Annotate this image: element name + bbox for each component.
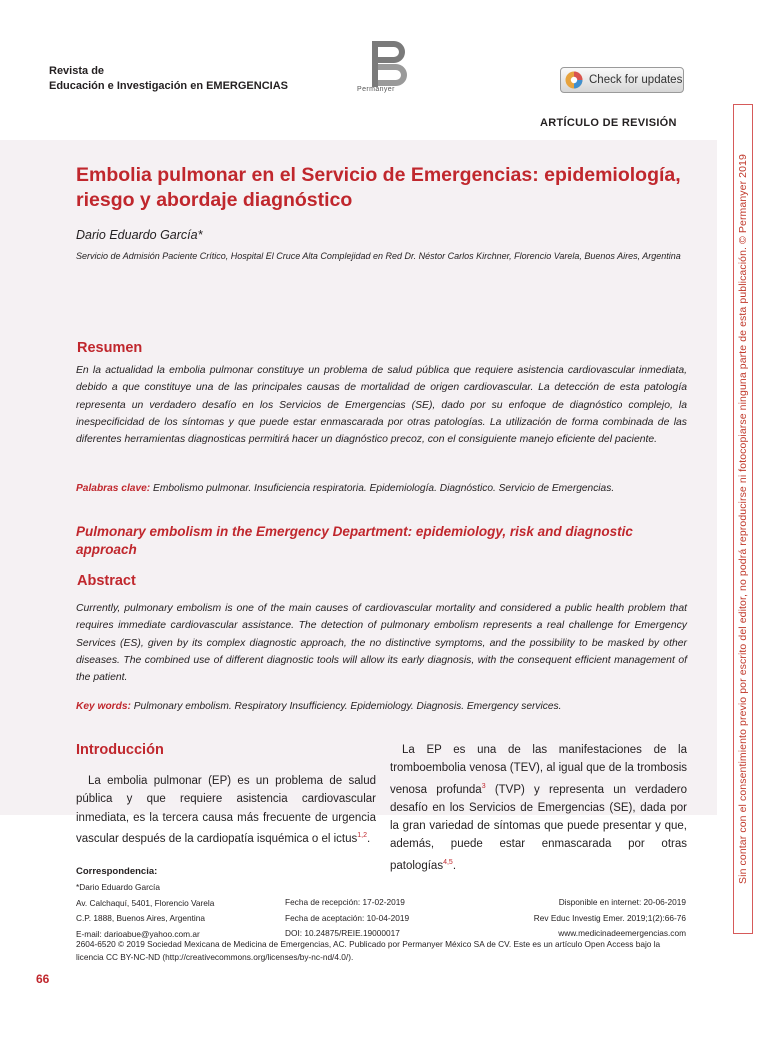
key-words <box>76 701 561 712</box>
publication-info <box>508 895 686 942</box>
palabras-clave-text: Embolismo pulmonar. Insuficiencia respiratoria. Epidemiología. Diagnóstico. Servicio de Emergencias. <box>153 483 615 494</box>
intro-left-end: . <box>367 832 371 845</box>
sidebar-copyright <box>733 104 753 934</box>
check-for-updates-button[interactable] <box>560 67 684 93</box>
corr-address: Av. Calchaquí, 5401, Florencio Varela <box>76 897 215 908</box>
corr-name: *Dario Eduardo García <box>76 882 160 892</box>
correspondence-details <box>76 880 214 942</box>
citation-ref[interactable]: 1,2 <box>357 831 368 839</box>
journal-name-line1: Revista de <box>49 65 105 77</box>
correspondence-heading: Correspondencia: <box>76 866 158 877</box>
key-words-text: Pulmonary embolism. Respiratory Insufficiency. Epidemiology. Diagnosis. Emergency services. <box>133 701 562 712</box>
page-number: 66 <box>36 972 50 986</box>
author-name: Dario Eduardo García* <box>76 228 203 242</box>
doi-link[interactable]: DOI: 10.24875/REIE.19000017 <box>285 928 400 938</box>
corr-postal: C.P. 1888, Buenos Aires, Argentina <box>76 913 205 923</box>
intro-right-text-a: La EP es una de las manifestaciones de la tromboembolia venosa (TEV), al igual que de la trombosis venosa profunda <box>390 744 687 796</box>
abstract-text: Currently, pulmonary embolism is one of the main causes of cardiovascular mortality and considered a public health problem that requires immediate cardiovascular assistance. The detection of pulmonary embolism represents a real challenge for Emergency Services (ES), given by its complex diagnostic approach, the no distinctive symptoms, and the possibility to be masked by other diseases. The combined use of different diagnostic tools will allow its early diagnosis, with the consequent efficient management of the patient. <box>76 603 687 684</box>
available-date: Disponible en internet: 20-06-2019 <box>558 897 686 907</box>
resumen-text: En la actualidad la embolia pulmonar constituye un problema de salud pública que requiere asistencia cardiovascular inmediata, debido a que constituye una de las principales causas de mortalidad de origen cardiovascular. La detección de esta patología representa un verdadero desafío en los Servicios de Emergencias (SE), dado por su enfoque de diagnóstico complejo, la inespecificidad de los síntomas y que puede estar enmascarada por otras patologías. La utilización de forma combinada de las diferentes herramientas diagnosticas permitirá hacer un diagnóstico precoz, con el consiguiente manejo eficiente del paciente. <box>76 365 687 446</box>
article-title: Embolia pulmonar en el Servicio de Emergencias: epidemiología, riesgo y abordaje diagnóstico <box>76 164 681 211</box>
intro-heading: Introducción <box>76 742 164 758</box>
section-label: ARTÍCULO DE REVISIÓN <box>540 117 677 129</box>
palabras-clave <box>76 483 614 494</box>
citation-ref[interactable]: 4,5 <box>443 858 453 866</box>
intro-right-paragraph <box>390 741 687 875</box>
english-title: Pulmonary embolism in the Emergency Department: epidemiology, risk and diagnostic approach <box>76 524 633 557</box>
palabras-clave-label: Palabras clave: <box>76 483 151 494</box>
intro-right-end: . <box>452 859 457 872</box>
citation-ref[interactable]: 3 <box>481 782 486 790</box>
author-affiliation: Servicio de Admisión Paciente Crítico, Hospital El Cruce Alta Complejidad en Red Dr. Néstor Carlos Kirchner, Florencio Varela, Buenos Aires, Argentina <box>76 251 681 261</box>
article-dates <box>285 895 409 942</box>
crossmark-icon <box>565 71 583 89</box>
received-date: Fecha de recepción: 17-02-2019 <box>285 897 405 907</box>
intro-left-text: La embolia pulmonar (EP) es un problema de salud pública y que requiere asistencia cardiovascular inmediata, es la tercera causa más frecuente de urgencia vascular después de la cardiopatía isquémica o el ictus <box>76 775 376 845</box>
check-for-updates-label: Check for updates <box>589 74 683 86</box>
citation-info: Rev Educ Investig Emer. 2019;1(2):66-76 <box>533 912 686 923</box>
publisher-logo-text: Permanyer <box>357 86 395 93</box>
resumen-heading: Resumen <box>77 340 143 356</box>
intro-left-paragraph <box>76 772 376 848</box>
license-text: 2604-6520 © 2019 Sociedad Mexicana de Medicina de Emergencias, AC. Publicado por Permanyer México SA de CV. Este es un artículo Open Access bajo la licencia CC BY-NC-ND (http://creativecommons.org/licenses/by-nc-nd/4.0/). <box>76 939 661 962</box>
corr-email[interactable]: E-mail: darioabue@yahoo.com.ar <box>76 928 200 939</box>
journal-name-line2: Educación e Investigación en EMERGENCIAS <box>49 80 288 92</box>
accepted-date: Fecha de aceptación: 10-04-2019 <box>285 912 410 923</box>
key-words-label: Key words: <box>76 701 131 712</box>
abstract-heading: Abstract <box>77 573 136 589</box>
journal-name <box>49 64 288 94</box>
sidebar-copyright-text: Sin contar con el consentimiento previo por escrito del editor, no podrá reproducirse ni fotocopiarse ninguna parte de esta publicación. © Permanyer 2019 <box>737 154 749 884</box>
intro-right-text-b: (TVP) y representa un verdadero desafío en los Servicios de Emergencias (SE), dada por la gran variedad de síntomas que puede presentar y que, además, puede estar enmascarada por otras patologías <box>390 783 687 872</box>
website-link[interactable]: www.medicinadeemergencias.com <box>558 928 686 938</box>
